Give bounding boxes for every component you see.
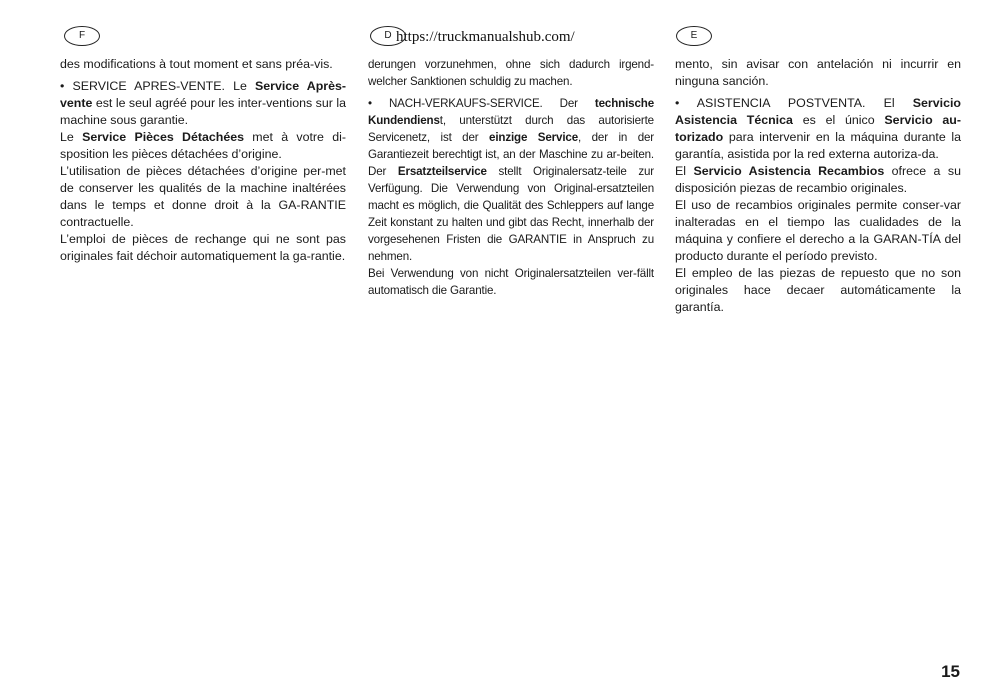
column-german <box>368 56 654 299</box>
language-badge-german: D <box>370 26 406 46</box>
paragraph: L’emploi de pièces de rechange qui ne sont pas originales fait déchoir automatiquement la ga-rantie. <box>60 232 346 263</box>
paragraph: El Servicio Asistencia Recambios ofrece a su disposición piezas de recambio originales. <box>675 164 961 195</box>
paragraph: El uso de recambios originales permite conser-var inalteradas en el tiempo las cualidades de la máquina y confiere el derecho a la GARAN-TÍA del producto durante el período previsto. <box>675 198 961 263</box>
column-spanish <box>675 56 961 316</box>
language-badge-french: F <box>64 26 100 46</box>
paragraph: El empleo de las piezas de repuesto que no son originales hace decaer automáticamente la garantía. <box>675 266 961 314</box>
paragraph: L’utilisation de pièces détachées d’origine per-met de conserver les qualités de la machine inaltérées dans le temps et donne droit à la GA-RANTIE contractuelle. <box>60 164 346 229</box>
paragraph: • ASISTENCIA POSTVENTA. El Servicio Asistencia Técnica es el único Servicio au-torizado para intervenir en la máquina durante la garantía, asistida por la red externa autoriza-da. <box>675 96 962 161</box>
language-badge-spanish: E <box>676 26 712 46</box>
watermark-url: https://truckmanualshub.com/ <box>396 29 575 45</box>
paragraph: Le Service Pièces Détachées met à votre di-sposition les pièces détachées d’origine. <box>60 130 346 161</box>
paragraph: derungen vorzunehmen, ohne sich dadurch irgend-welcher Sanktionen schuldig zu machen. <box>368 58 654 88</box>
paragraph: • NACH-VERKAUFS-SERVICE. Der technische Kundendienst, unterstützt durch das autorisierte Servicenetz, ist der einzige Service, der in der Garantiezeit berechtigt ist, an der Maschine zu ar-beiten. Der Ersatzteilservice stellt Originalersatz-teile zur Verfügung. Die Verwendung von Original-ersatzteilen macht es möglich, die Qualität des Schleppers auf lange Zeit konstant zu halten und gibt das Recht, innerhalb der vorgesehenen Fristen die GARANTIE in Anspruch zu nehmen. <box>368 97 654 263</box>
paragraph: Bei Verwendung von nicht Originalersatzteilen ver-fällt automatisch die Garantie. <box>368 267 654 297</box>
column-french <box>60 56 346 265</box>
paragraph: des modifications à tout moment et sans préa-vis. <box>60 57 333 71</box>
paragraph: mento, sin avisar con antelación ni incurrir en ninguna sanción. <box>675 57 961 88</box>
paragraph: • SERVICE APRES-VENTE. Le Service Après-vente est le seul agréé pour les inter-ventions sur la machine sous garantie. <box>60 79 347 127</box>
page-number: 15 <box>941 662 960 681</box>
